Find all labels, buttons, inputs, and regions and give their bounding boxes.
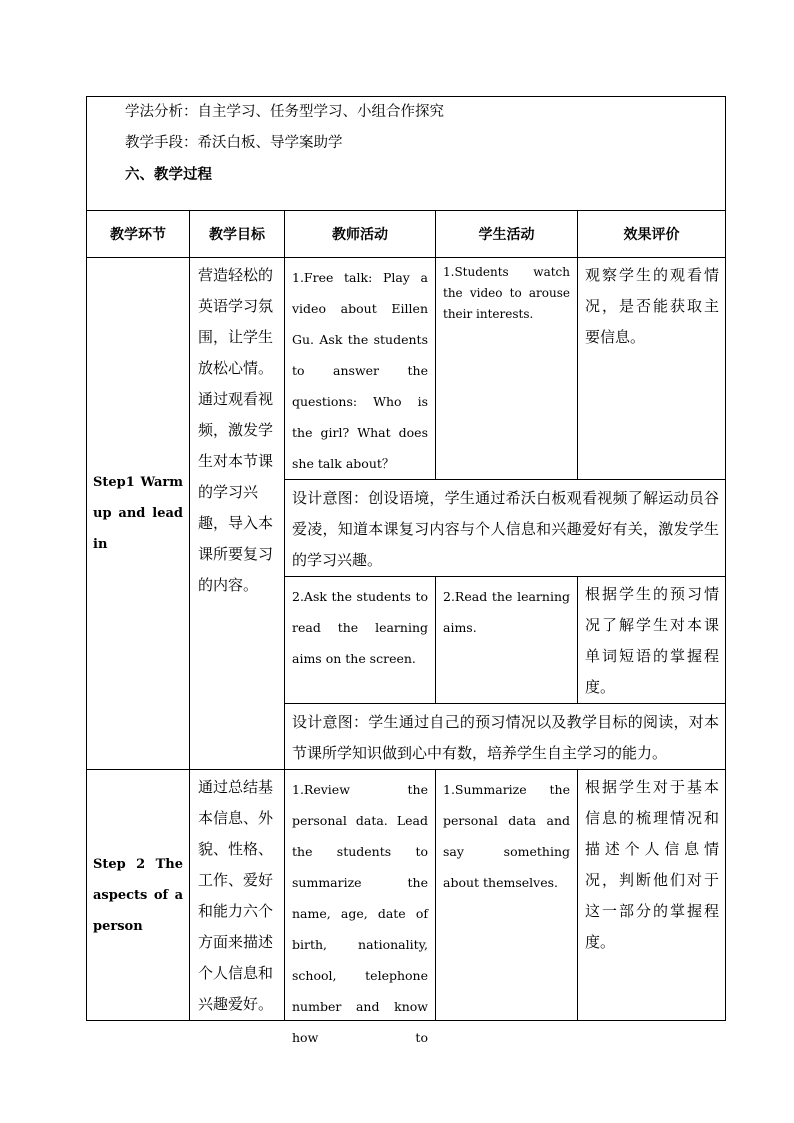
step2-teacher-activity [285,770,436,1045]
header-teacher-activity: 教师活动 [285,211,436,258]
step2-teacher-text: 1.Review the personal data. Lead the students to summarize the name, age, date of birth, nationality, school, telephone number and know how to [292,782,428,1045]
step1-goal: 营造轻松的英语学习氛围，让学生放松心情。通过观看视频，激发学生对本节课的学习兴趣，导入本课所要复习的内容。 [190,258,285,770]
step1-teacher-text-2: 2.Ask the students to read the learning aims on the screen. [292,589,428,666]
section-heading: 六、教学过程 [125,166,212,183]
header-student-activity: 学生活动 [436,211,578,258]
step2-student-text: 1.Summarize the personal data and say something about themselves. [443,782,570,890]
step1-evaluation-2: 根据学生的预习情况了解学生对本课单词短语的掌握程度。 [578,577,726,704]
step1-teacher-activity [285,258,436,480]
step1-student-activity-2 [436,577,578,704]
step1-design-intent-2: 设计意图：学生通过自己的预习情况以及教学目标的阅读，对本节课所学知识做到心中有数，培养学生自主学习的能力。 [285,704,726,770]
intro-cell [87,97,726,211]
step2-goal: 通过总结基本信息、外貌、性格、工作、爱好和能力六个方面来描述个人信息和兴趣爱好。 [190,770,285,1021]
document-page [86,96,725,1045]
step1-evaluation: 观察学生的观看情况，是否能获取主要信息。 [578,258,726,480]
header-goal: 教学目标 [190,211,285,258]
step1-name: Step1 Warm up and lead in [87,258,190,770]
lesson-table [86,96,726,1045]
step2-evaluation: 根据学生对于基本信息的梳理情况和描述个人信息情况，判断他们对于这一部分的掌握程度。 [578,770,726,1021]
step1-student-text-2: 2.Read the learning aims. [443,589,570,635]
teaching-means-line: 教学手段：希沃白板、导学案助学 [125,135,343,151]
study-method-line: 学法分析：自主学习、任务型学习、小组合作探究 [125,104,444,120]
header-stage: 教学环节 [87,211,190,258]
step1-teacher-activity-2 [285,577,436,704]
table-header-row [87,211,726,258]
step1-design-intent: 设计意图：创设语境，学生通过希沃白板观看视频了解运动员谷爱凌，知道本课复习内容与个人信息和兴趣爱好有关，激发学生的学习兴趣。 [285,480,726,577]
step1-teacher-text: 1.Free talk: Play a video about Eillen Gu. Ask the students to answer the questions: Who is the girl? What does she talk about？ [292,270,428,471]
step2-name: Step 2 The aspects of a person [87,770,190,1021]
table-row [87,258,726,480]
header-evaluation: 效果评价 [578,211,726,258]
step1-student-activity: 1.Students watch the video to arouse their interests. [436,258,578,480]
table-row [87,770,726,1021]
step2-student-activity [436,770,578,1021]
